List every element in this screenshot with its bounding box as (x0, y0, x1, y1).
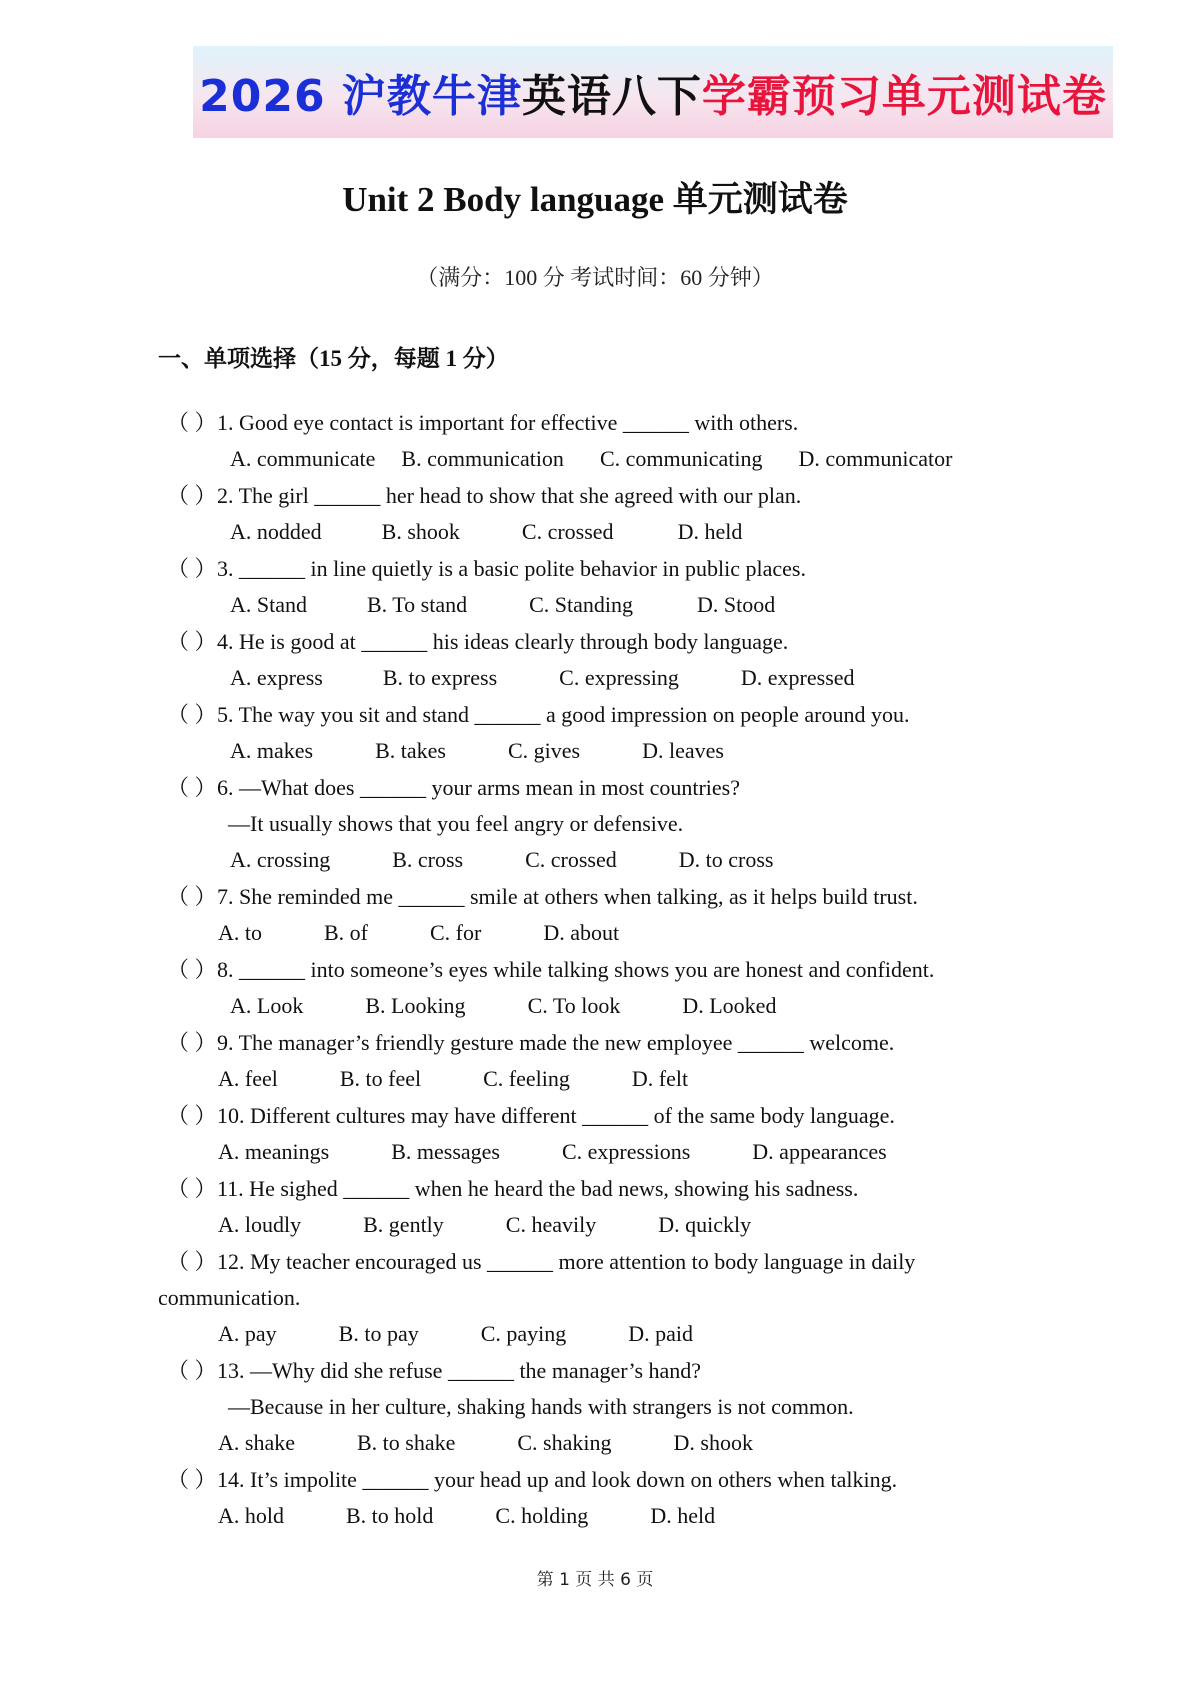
answer-blank[interactable]: （ ） (167, 884, 217, 909)
answer-blank[interactable]: （ ） (167, 1176, 217, 1201)
option-b[interactable]: B. cross (392, 847, 464, 872)
option-a[interactable]: A. shake (218, 1430, 295, 1455)
option-b[interactable]: B. to hold (346, 1503, 434, 1528)
options-row (0, 1498, 1190, 1535)
option-d[interactable]: D. about (543, 920, 620, 945)
answer-blank[interactable]: （ ） (167, 1358, 217, 1383)
question-text: 1. Good eye contact is important for effective ______ with others. (217, 410, 799, 435)
answer-blank[interactable]: （ ） (167, 1103, 217, 1128)
option-a[interactable]: A. nodded (230, 519, 322, 544)
question-text: 5. The way you sit and stand ______ a good impression on people around you. (217, 702, 910, 727)
answer-blank[interactable]: （ ） (167, 1467, 217, 1492)
question-row (0, 1025, 1190, 1061)
question-text: 2. The girl ______ her head to show that she agreed with our plan. (217, 483, 802, 508)
options-row (0, 915, 1190, 952)
section-heading: 一、单项选择（15 分，每题 1 分） (158, 346, 509, 371)
option-d[interactable]: D. Stood (697, 592, 776, 617)
dialogue-reply: —It usually shows that you feel angry or defensive. (228, 811, 684, 836)
option-c[interactable]: C. for (430, 920, 482, 945)
option-c[interactable]: C. crossed (525, 847, 617, 872)
options-row (0, 1134, 1190, 1171)
answer-blank[interactable]: （ ） (167, 483, 217, 508)
question-row (0, 551, 1190, 587)
question-row (0, 952, 1190, 988)
options-row (0, 842, 1190, 879)
question-text: 14. It’s impolite ______ your head up and look down on others when talking. (217, 1467, 898, 1492)
question-text: 7. She reminded me ______ smile at others when talking, as it helps build trust. (217, 884, 918, 909)
option-a[interactable]: A. to (218, 920, 262, 945)
question-row (0, 624, 1190, 660)
option-d[interactable]: D. Looked (682, 993, 777, 1018)
option-c[interactable]: C. heavily (505, 1212, 597, 1237)
question-row (0, 1098, 1190, 1134)
page-title: Unit 2 Body language 单元测试卷 (342, 180, 848, 219)
option-c[interactable]: C. communicating (599, 446, 763, 471)
option-c[interactable]: C. expressing (559, 665, 679, 690)
answer-blank[interactable]: （ ） (167, 775, 217, 800)
question-text: 4. He is good at ______ his ideas clearly through body language. (217, 629, 789, 654)
question-row (0, 1244, 1190, 1280)
option-d[interactable]: D. felt (631, 1066, 689, 1091)
question-text: 12. My teacher encouraged us ______ more attention to body language in daily (217, 1249, 916, 1274)
option-a[interactable]: A. Stand (230, 592, 307, 617)
option-b[interactable]: B. to feel (339, 1066, 422, 1091)
question-row (0, 1171, 1190, 1207)
option-b[interactable]: B. to pay (338, 1321, 419, 1346)
page-footer: 第 1 页 共 6 页 (536, 1570, 654, 1590)
options-row (0, 1316, 1190, 1353)
option-b[interactable]: B. To stand (367, 592, 468, 617)
question-text: 13. —Why did she refuse ______ the manager’s hand? (217, 1358, 702, 1383)
option-d[interactable]: D. quickly (658, 1212, 752, 1237)
answer-blank[interactable]: （ ） (167, 1030, 217, 1055)
option-a[interactable]: A. communicate (230, 446, 376, 471)
question-text: 6. —What does ______ your arms mean in most countries? (217, 775, 741, 800)
options-row (0, 1425, 1190, 1462)
question-row (0, 1462, 1190, 1498)
option-d[interactable]: D. held (650, 1503, 716, 1528)
question-continuation: communication. (158, 1285, 301, 1310)
option-a[interactable]: A. pay (218, 1321, 277, 1346)
banner-text-publisher: 2026 沪教牛津 (199, 71, 522, 122)
option-b[interactable]: B. gently (363, 1212, 444, 1237)
option-c[interactable]: C. paying (480, 1321, 567, 1346)
option-d[interactable]: D. shook (673, 1430, 753, 1455)
option-a[interactable]: A. crossing (230, 847, 331, 872)
option-b[interactable]: B. to shake (356, 1430, 456, 1455)
option-b[interactable]: B. messages (391, 1139, 500, 1164)
option-c[interactable]: C. crossed (521, 519, 614, 544)
option-a[interactable]: A. hold (218, 1503, 284, 1528)
options-row (0, 660, 1190, 697)
option-d[interactable]: D. expressed (740, 665, 855, 690)
option-b[interactable]: B. shook (381, 519, 460, 544)
question-text: 11. He sighed ______ when he heard the bad news, showing his sadness. (217, 1176, 859, 1201)
option-d[interactable]: D. held (677, 519, 743, 544)
option-b[interactable]: B. Looking (365, 993, 466, 1018)
answer-blank[interactable]: （ ） (167, 957, 217, 982)
option-c[interactable]: C. Standing (529, 592, 634, 617)
option-a[interactable]: A. makes (230, 738, 314, 763)
option-b[interactable]: B. of (324, 920, 368, 945)
options-row (0, 1061, 1190, 1098)
question-text: 9. The manager’s friendly gesture made the new employee ______ welcome. (217, 1030, 895, 1055)
option-c[interactable]: C. To look (527, 993, 621, 1018)
question-text: 8. ______ into someone’s eyes while talking shows you are honest and confident. (217, 957, 935, 982)
dialogue-reply: —Because in her culture, shaking hands with strangers is not common. (228, 1394, 854, 1419)
header-banner (193, 46, 1113, 138)
question-row (0, 770, 1190, 806)
options-row (0, 441, 1190, 478)
options-row (0, 733, 1190, 770)
question-row (0, 1353, 1190, 1389)
answer-blank[interactable]: （ ） (167, 702, 217, 727)
question-text: 10. Different cultures may have different ______ of the same body language. (217, 1103, 895, 1128)
option-c[interactable]: C. feeling (483, 1066, 570, 1091)
option-b[interactable]: B. to express (382, 665, 498, 690)
question-row (0, 697, 1190, 733)
exam-info: （满分：100 分 考试时间：60 分钟） (416, 265, 774, 290)
answer-blank[interactable]: （ ） (167, 629, 217, 654)
option-a[interactable]: A. meanings (218, 1139, 330, 1164)
option-d[interactable]: D. to cross (678, 847, 774, 872)
option-d[interactable]: D. communicator (798, 446, 953, 471)
question-text: 3. ______ in line quietly is a basic polite behavior in public places. (217, 556, 806, 581)
option-c[interactable]: C. gives (507, 738, 581, 763)
option-c[interactable]: C. shaking (517, 1430, 612, 1455)
question-row (0, 879, 1190, 915)
option-a[interactable]: A. feel (218, 1066, 278, 1091)
options-row (0, 988, 1190, 1025)
question-row (0, 478, 1190, 514)
option-d[interactable]: D. leaves (642, 738, 724, 763)
options-row (0, 587, 1190, 624)
option-c[interactable]: C. expressions (561, 1139, 691, 1164)
option-b[interactable]: B. takes (375, 738, 446, 763)
option-b[interactable]: B. communication (401, 446, 564, 471)
options-row (0, 1207, 1190, 1244)
option-d[interactable]: D. paid (628, 1321, 694, 1346)
answer-blank[interactable]: （ ） (167, 556, 217, 581)
question-row (0, 405, 1190, 441)
option-a[interactable]: A. loudly (218, 1212, 302, 1237)
options-row (0, 514, 1190, 551)
option-d[interactable]: D. appearances (752, 1139, 887, 1164)
banner-text-paper: 学霸预习单元测试卷 (701, 71, 1107, 122)
banner-text-grade: 英语八下 (521, 71, 702, 122)
answer-blank[interactable]: （ ） (167, 410, 217, 435)
option-c[interactable]: C. holding (495, 1503, 589, 1528)
question-list (0, 405, 1190, 1535)
option-a[interactable]: A. Look (230, 993, 304, 1018)
answer-blank[interactable]: （ ） (167, 1249, 217, 1274)
option-a[interactable]: A. express (230, 665, 323, 690)
